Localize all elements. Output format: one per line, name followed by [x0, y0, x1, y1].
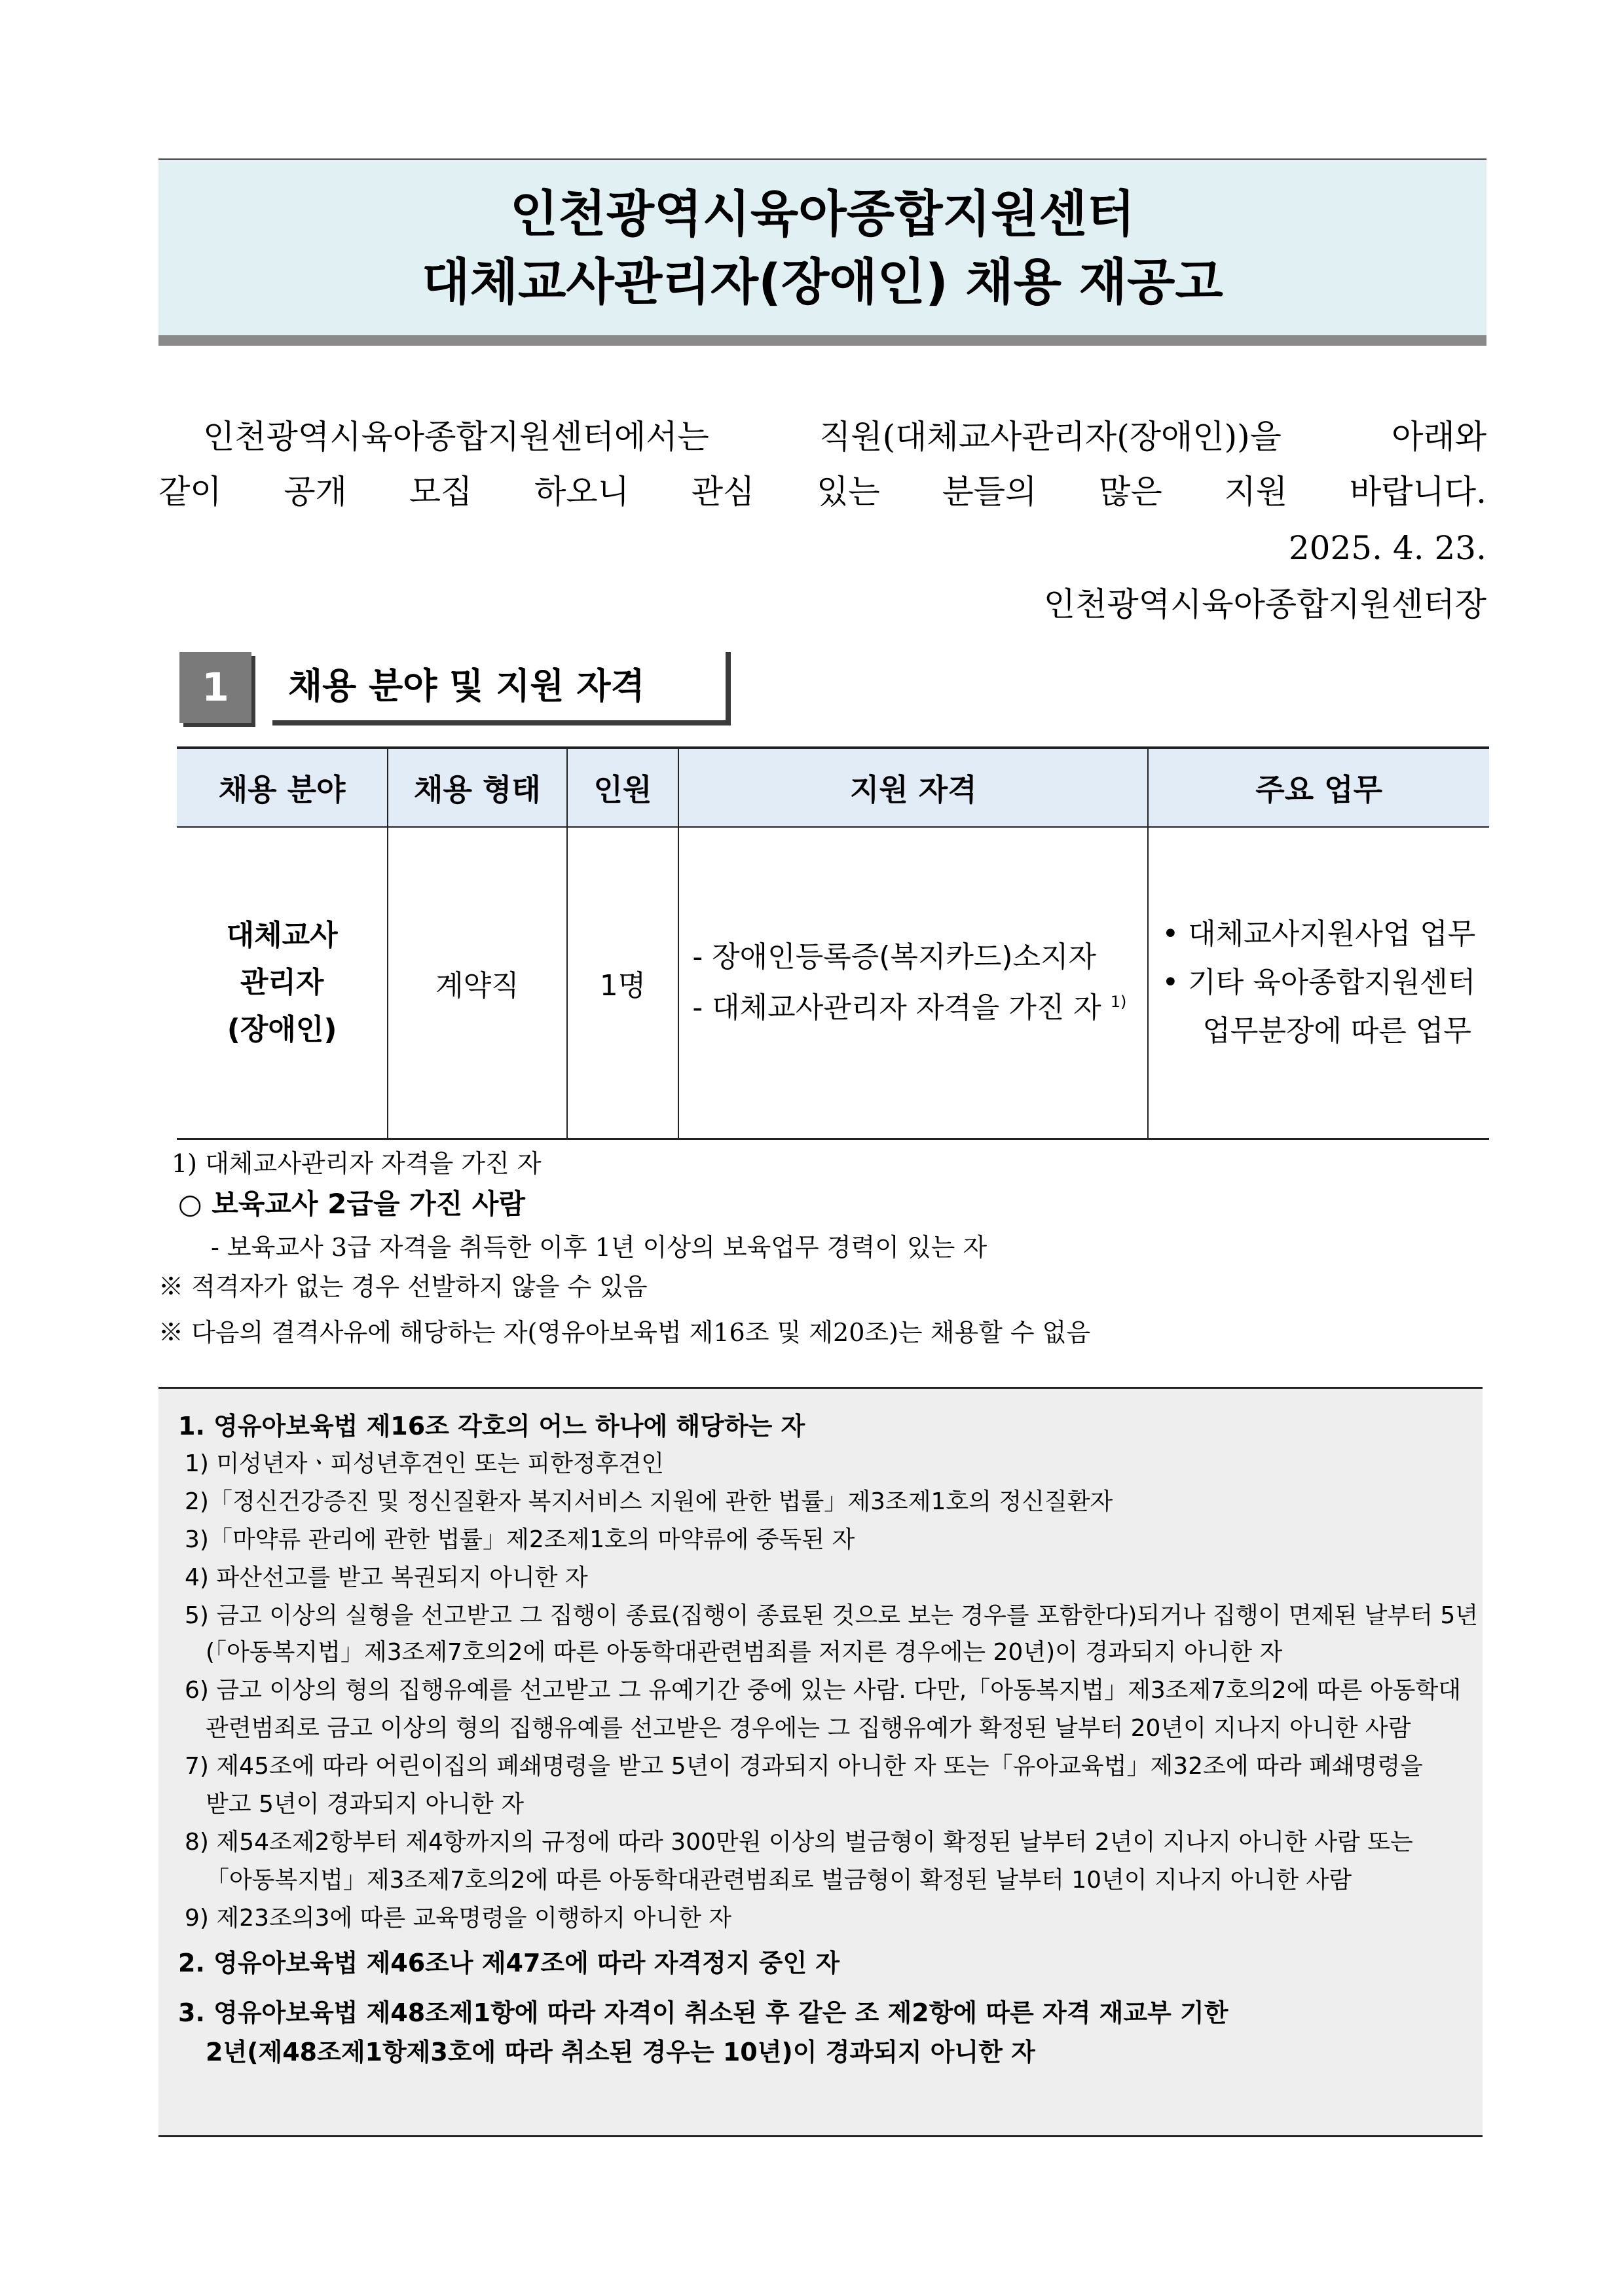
- announcement-date: 2025. 4. 23.: [1288, 529, 1486, 567]
- list-item-cont: 「아동복지법」제3조제7호의2에 따른 아동학대관련범죄로 벌금형이 확정된 날부터 10년이 지나지 아니한 사람: [206, 1867, 1352, 1894]
- header-qualification: 지원 자격: [678, 748, 1148, 827]
- footnote-mark: 1): [1110, 993, 1127, 1012]
- list-item-cont: (「아동복지법」제3조제7호의2에 따른 아동학대관련범죄를 저지른 경우에는 20년)이 경과되지 아니한 자: [206, 1639, 1283, 1666]
- cell-duties: [1148, 827, 1489, 1139]
- cell-field: [177, 827, 388, 1139]
- cell-type: 계약직: [388, 827, 567, 1139]
- issuer-name: 인천광역시육아종합지원센터장: [1043, 585, 1486, 623]
- duty-item: 업무분장에 따른 업무: [1202, 1014, 1471, 1048]
- list-item: 6) 금고 이상의 형의 집행유예를 선고받고 그 유예기간 중에 있는 사람. 다만,「아동복지법」제3조제7호의2에 따른 아동학대: [185, 1677, 1462, 1704]
- qualification-item: - 장애인등록증(복지카드)소지자: [692, 940, 1097, 974]
- list-item: 1) 미성년자ㆍ피성년후견인 또는 피한정후견인: [185, 1450, 665, 1477]
- field-line3: (장애인): [227, 1013, 337, 1046]
- dq-heading-3-cont: 2년(제48조제1항제3호에 따라 취소된 경우는 10년)이 경과되지 아니한 자: [206, 2038, 1035, 2066]
- section-title: 채용 분야 및 지원 자격: [272, 652, 731, 725]
- list-item-cont: 받고 5년이 경과되지 아니한 자: [206, 1791, 524, 1818]
- qualification-dash-item: - 보육교사 3급 자격을 취득한 이후 1년 이상의 보육업무 경력이 있는 자: [211, 1233, 987, 1262]
- duty-item: • 대체교사지원사업 업무: [1162, 917, 1476, 951]
- table-row: [177, 827, 1489, 1139]
- qualification-item: [692, 980, 1147, 1031]
- page-title-line2: 대체교사관리자(장애인) 채용 재공고: [422, 253, 1223, 311]
- footnote-text: 1) 대체교사관리자 자격을 가진 자: [172, 1149, 542, 1178]
- list-item: 7) 제45조에 따라 어린이집의 폐쇄명령을 받고 5년이 경과되지 아니한 자 또는「유아교육법」제32조에 따라 폐쇄명령을: [185, 1753, 1423, 1780]
- header-type: 채용 형태: [388, 748, 567, 827]
- cell-count: 1명: [567, 827, 679, 1139]
- job-table: [177, 746, 1489, 1140]
- cell-qualification: [678, 827, 1148, 1139]
- field-line2: 관리자: [240, 966, 324, 999]
- disqualification-box: [158, 1387, 1483, 2137]
- list-item: 8) 제54조제2항부터 제4항까지의 규정에 따라 300만원 이상의 벌금형이 확정된 날부터 2년이 지나지 아니한 사람 또는: [185, 1829, 1413, 1856]
- page-title-line1: 인천광역시육아종합지원센터: [509, 185, 1135, 243]
- intro-paragraph-line2: 같이 공개 모집 하오니 관심 있는 분들의 많은 지원 바랍니다.: [158, 473, 1486, 511]
- remark-1: ※ 적격자가 없는 경우 선발하지 않을 수 있음: [158, 1272, 648, 1301]
- title-box: [158, 158, 1486, 338]
- dq-heading-1: 1. 영유아보육법 제16조 각호의 어느 하나에 해당하는 자: [178, 1412, 805, 1441]
- duty-item: • 기타 육아종합지원센터: [1162, 966, 1476, 999]
- qualification-text: - 대체교사관리자 자격을 가진 자: [692, 991, 1101, 1025]
- field-line1: 대체교사: [226, 919, 338, 952]
- list-item: 2)「정신건강증진 및 정신질환자 복지서비스 지원에 관한 법률」제3조제1호의 정신질환자: [185, 1488, 1113, 1515]
- section-number: 1: [179, 652, 251, 723]
- list-item: 5) 금고 이상의 실형을 선고받고 그 집행이 종료(집행이 종료된 것으로 보는 경우를 포함한다)되거나 집행이 면제된 날부터 5년: [185, 1602, 1479, 1629]
- dq-heading-3: 3. 영유아보육법 제48조제1항에 따라 자격이 취소된 후 같은 조 제2항에 따른 자격 재교부 기한: [178, 1998, 1228, 2027]
- list-item: 3)「마약류 관리에 관한 법률」제2조제1호의 마약류에 중독된 자: [185, 1526, 855, 1553]
- header-duties: 주요 업무: [1148, 748, 1489, 827]
- remark-2: ※ 다음의 결격사유에 해당하는 자(영유아보육법 제16조 및 제20조)는 채용할 수 없음: [158, 1318, 1091, 1347]
- list-item: 4) 파산선고를 받고 복권되지 아니한 자: [185, 1564, 588, 1591]
- list-item-cont: 관련범죄로 금고 이상의 형의 집행유예를 선고받은 경우에는 그 집행유예가 확정된 날부터 20년이 지나지 아니한 사람: [206, 1715, 1411, 1742]
- title-underline-bar: [158, 335, 1486, 346]
- header-field: 채용 분야: [177, 748, 388, 827]
- qualification-circle-item: ○ 보육교사 2급을 가진 사람: [178, 1188, 526, 1220]
- header-count: 인원: [567, 748, 679, 827]
- table-header-row: [177, 748, 1489, 827]
- dq-heading-2: 2. 영유아보육법 제46조나 제47조에 따라 자격정지 중인 자: [178, 1949, 840, 1977]
- list-item: 9) 제23조의3에 따른 교육명령을 이행하지 아니한 자: [185, 1905, 732, 1932]
- intro-paragraph-line1: 인천광역시육아종합지원센터에서는 직원(대체교사관리자(장애인))을 아래와: [203, 418, 1486, 456]
